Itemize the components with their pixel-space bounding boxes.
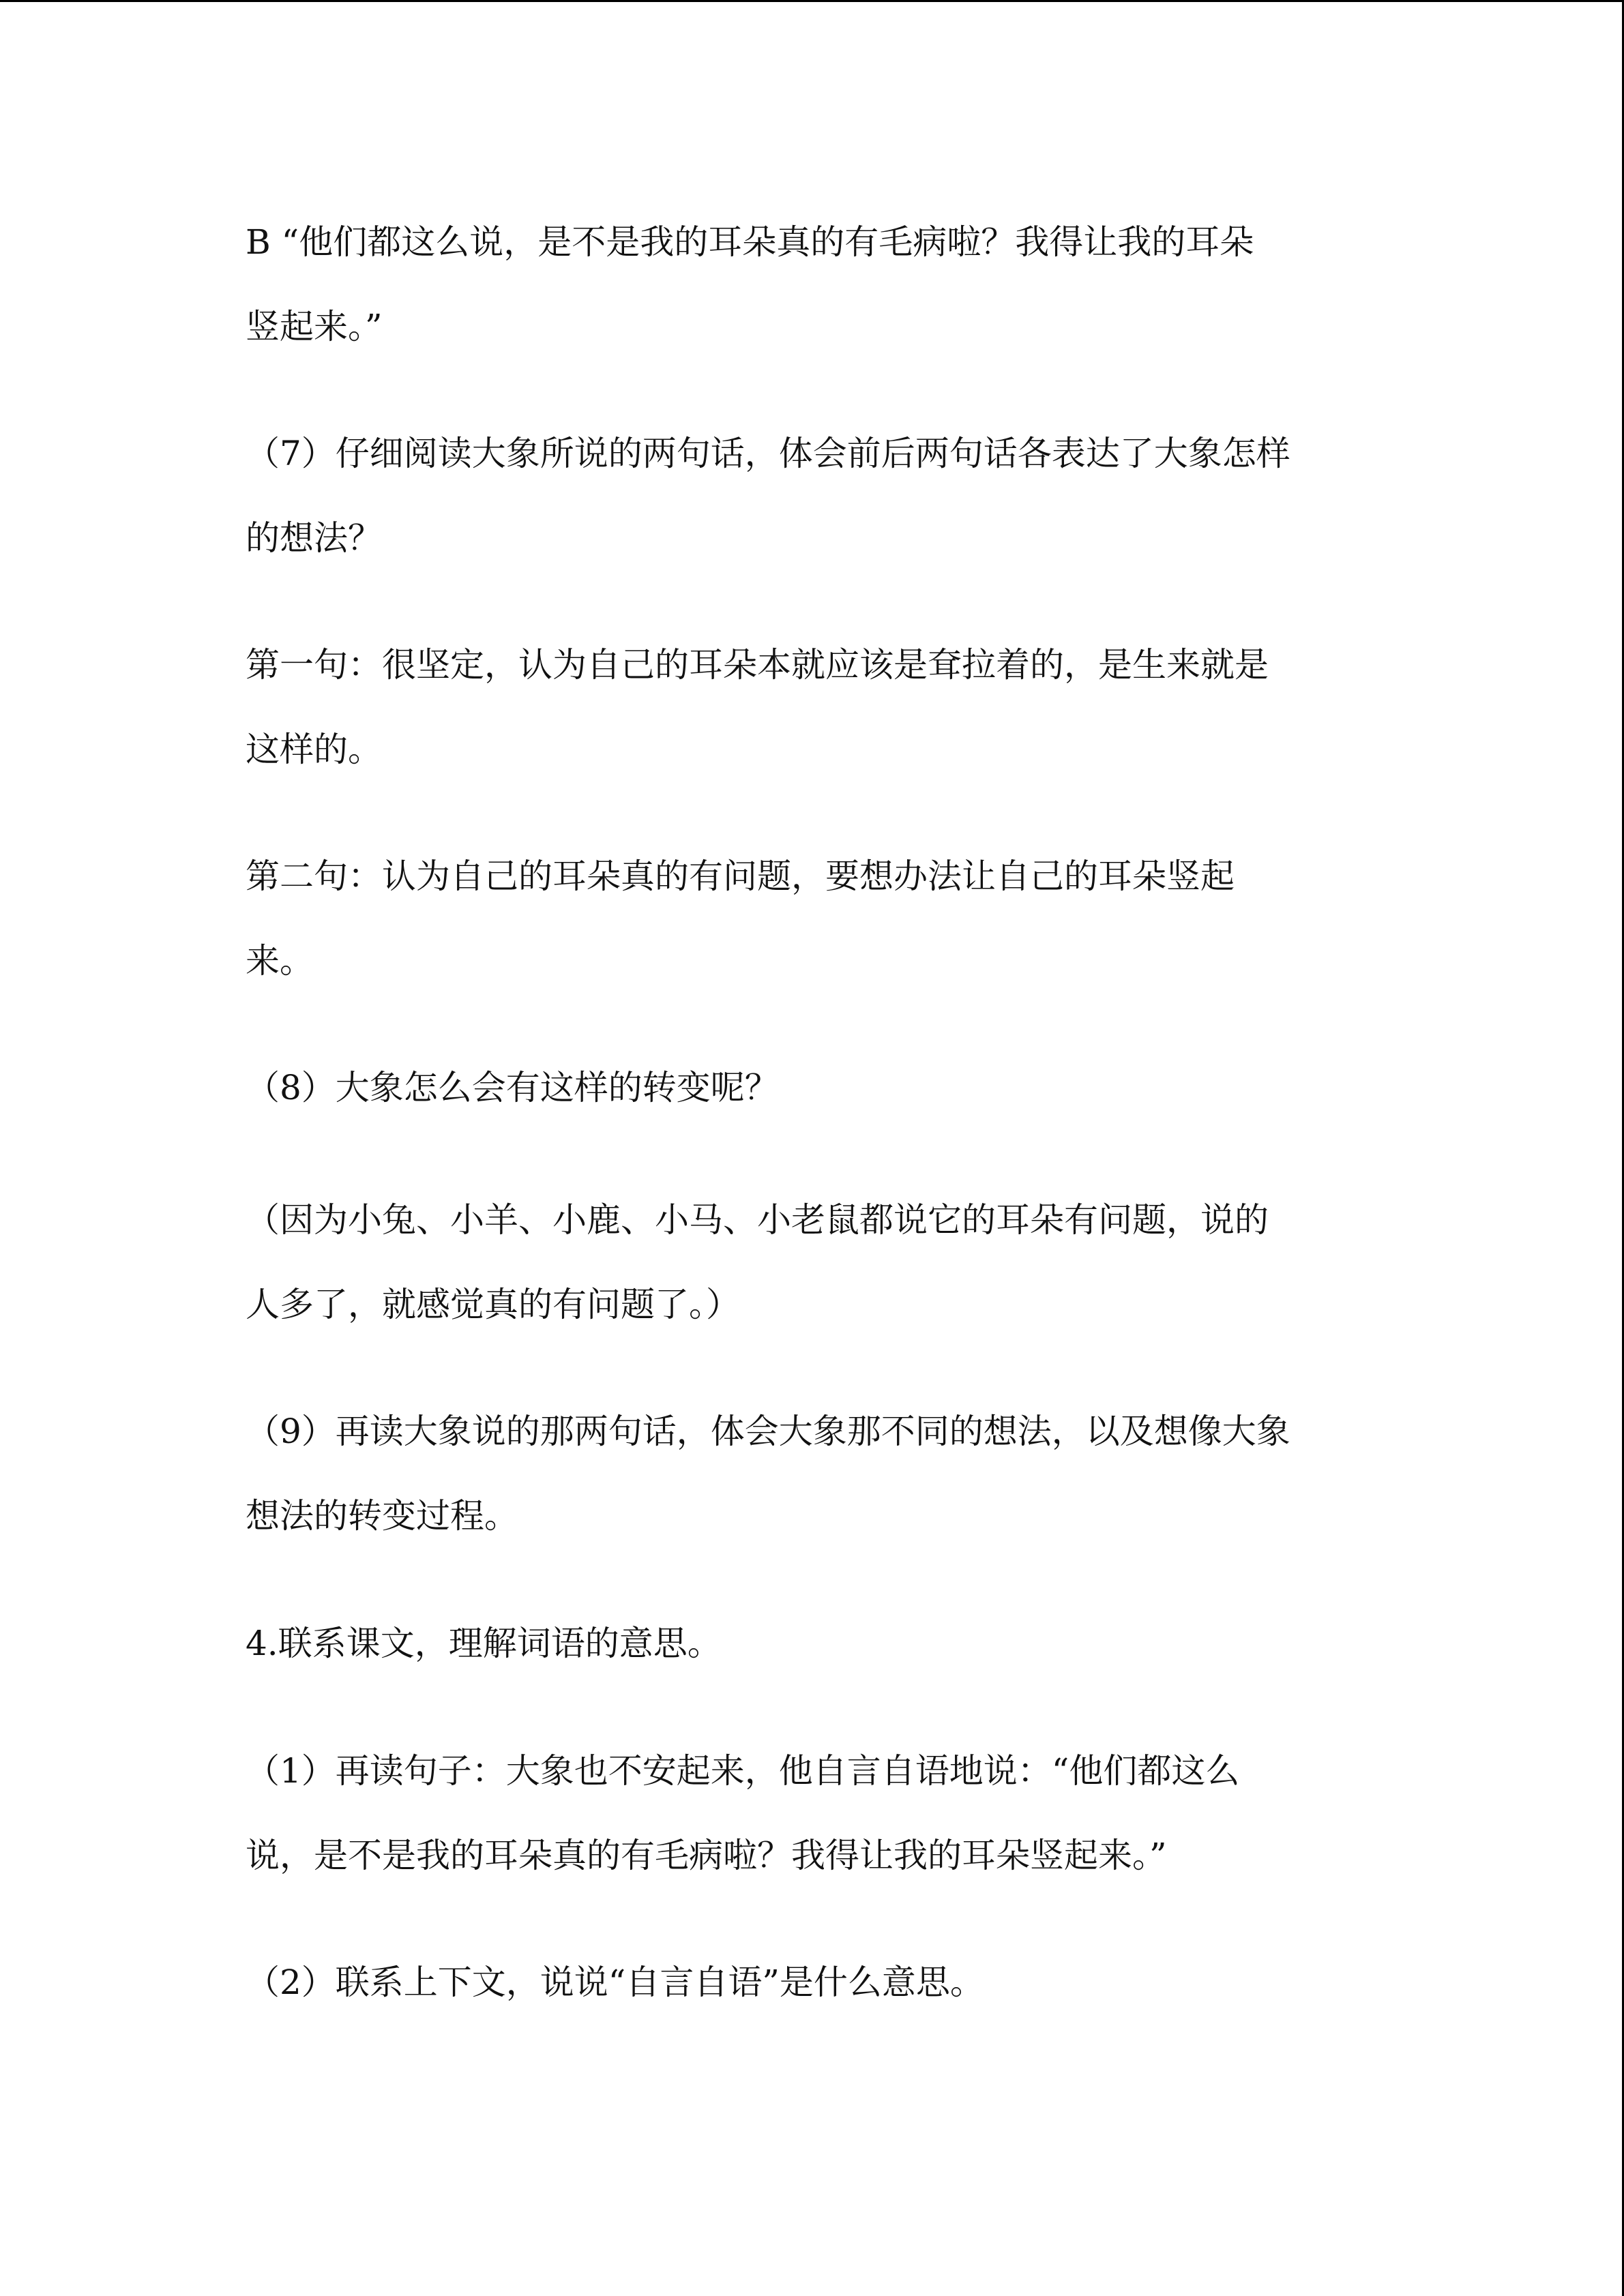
paragraph-line: 第二句：认为自己的耳朵真的有问题，要想办法让自己的耳朵竖起 [246, 856, 1235, 896]
paragraph-line: （7）仔细阅读大象所说的两句话，体会前后两句话各表达了大象怎样 [246, 434, 1290, 473]
paragraph-line: 这样的。 [246, 730, 382, 769]
paragraph-line: B “他们都这么说，是不是我的耳朵真的有毛病啦？我得让我的耳朵 [246, 222, 1254, 262]
paragraph-line: 来。 [246, 941, 314, 981]
paragraph-line: （1）再读句子：大象也不安起来，他自言自语地说：“他们都这么 [246, 1751, 1240, 1791]
paragraph-line: 的想法？ [246, 518, 382, 558]
paragraph-line: 人多了，就感觉真的有问题了。） [246, 1285, 740, 1324]
section-heading: 4.联系课文，理解词语的意思。 [246, 1624, 722, 1663]
paragraph-line: （9）再读大象说的那两句话，体会大象那不同的想法，以及想像大象 [246, 1412, 1290, 1451]
paragraph-line: （因为小兔、小羊、小鹿、小马、小老鼠都说它的耳朵有问题，说的 [246, 1200, 1269, 1240]
paragraph-line: 说，是不是我的耳朵真的有毛病啦？我得让我的耳朵竖起来。” [246, 1836, 1167, 1875]
paragraph-line: （2）联系上下文，说说“自言自语”是什么意思。 [246, 1963, 984, 2002]
paragraph-line: （8）大象怎么会有这样的转变呢？ [246, 1068, 779, 1107]
paragraph-line: 第一句：很坚定，认为自己的耳朵本就应该是耷拉着的，是生来就是 [246, 645, 1269, 685]
paragraph-line: 竖起来。” [246, 307, 383, 346]
paragraph-line: 想法的转变过程。 [246, 1496, 518, 1536]
